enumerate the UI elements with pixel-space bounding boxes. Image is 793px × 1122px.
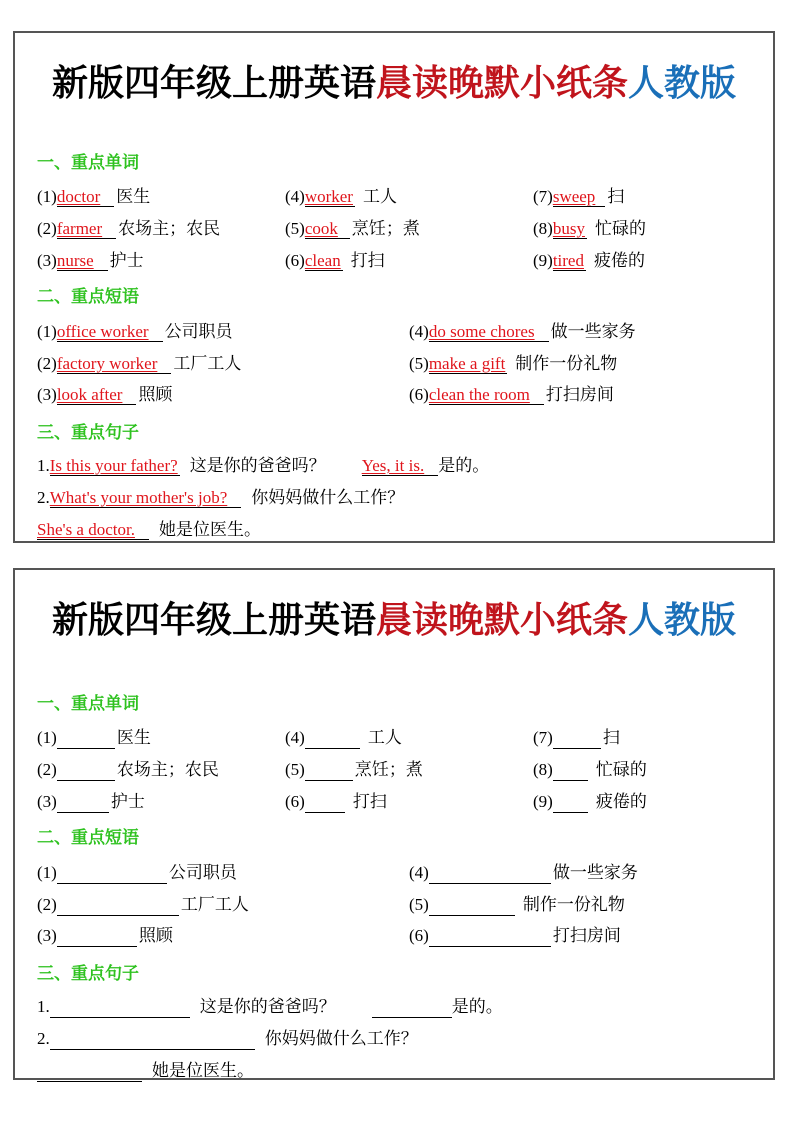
item-number: (6)	[409, 385, 429, 404]
phrase-meaning: 打扫房间	[545, 385, 614, 404]
phrase-item	[409, 321, 636, 343]
phrase-meaning: 做一些家务	[552, 863, 638, 882]
phrase-item	[409, 384, 614, 406]
word-meaning: 疲倦的	[595, 792, 647, 811]
word-item	[37, 186, 150, 208]
sentence-meaning: 是的。	[438, 456, 490, 475]
word-item	[37, 218, 220, 240]
item-number: 1.	[37, 997, 50, 1016]
answer-word: clean the room	[428, 385, 530, 404]
phrase-item	[409, 925, 621, 947]
blank-field[interactable]	[50, 1032, 255, 1050]
blank-field[interactable]	[37, 1064, 142, 1082]
item-number: (1)	[37, 728, 57, 747]
word-item	[533, 791, 647, 813]
answer-word: factory worker	[56, 354, 158, 373]
answer-text	[429, 354, 507, 374]
phrase-meaning: 照顾	[138, 926, 173, 945]
section-heading-phrases: 二、重点短语	[37, 828, 139, 847]
phrase-item	[409, 894, 625, 916]
item-number: (6)	[409, 926, 429, 945]
sentence-meaning: 她是位医生。	[158, 520, 261, 539]
answer-text	[57, 219, 116, 239]
item-number: (5)	[409, 354, 429, 373]
blank-field[interactable]	[553, 795, 588, 813]
phrase-meaning: 公司职员	[164, 322, 233, 341]
word-meaning: 忙碌的	[595, 760, 647, 779]
blank-field[interactable]	[57, 866, 167, 884]
answer-text	[305, 219, 350, 239]
section-heading-words: 一、重点单词	[37, 153, 139, 172]
answer-text	[553, 187, 605, 207]
item-number: (6)	[285, 251, 305, 270]
answer-text	[57, 322, 163, 342]
word-item	[285, 250, 385, 272]
phrase-meaning: 做一些家务	[550, 322, 636, 341]
word-item	[285, 218, 420, 240]
answer-word: doctor	[56, 187, 101, 206]
answer-card	[13, 31, 775, 543]
item-number: (2)	[37, 219, 57, 238]
phrase-meaning: 制作一份礼物	[522, 895, 625, 914]
blank-field[interactable]	[57, 898, 179, 916]
answer-word: What's your mother's job?	[49, 488, 228, 507]
answer-word: nurse	[56, 251, 94, 270]
item-number: (4)	[409, 863, 429, 882]
answer-text	[50, 488, 242, 508]
answer-word: clean	[304, 251, 341, 270]
answer-word: cook	[304, 219, 338, 238]
title-part2: 晨读晚默小纸条	[375, 63, 628, 103]
word-item	[37, 250, 144, 272]
item-number: (5)	[285, 219, 305, 238]
sentence-meaning: 你妈妈做什么工作？	[251, 488, 405, 507]
item-number: (1)	[37, 187, 57, 206]
blank-field[interactable]	[57, 731, 115, 749]
phrase-item	[37, 353, 241, 375]
word-meaning: 烹饪；煮	[351, 219, 420, 238]
word-item	[285, 759, 423, 781]
item-number: (4)	[409, 322, 429, 341]
blank-field[interactable]	[57, 929, 137, 947]
answer-text	[429, 322, 549, 342]
word-item	[533, 727, 620, 749]
item-number: (1)	[37, 863, 57, 882]
item-number: (4)	[285, 728, 305, 747]
phrase-meaning: 公司职员	[168, 863, 237, 882]
answer-text	[57, 251, 108, 271]
word-meaning: 护士	[110, 792, 145, 811]
answer-word: do some chores	[428, 322, 535, 341]
item-number: (8)	[533, 219, 553, 238]
answer-text	[362, 456, 439, 476]
phrase-meaning: 工厂工人	[173, 354, 242, 373]
answer-word: Is this your father?	[49, 456, 178, 475]
word-meaning: 打扫	[352, 792, 387, 811]
blank-field[interactable]	[429, 929, 551, 947]
word-item	[533, 218, 646, 240]
blank-field[interactable]	[553, 731, 601, 749]
item-number: (9)	[533, 792, 553, 811]
word-item	[37, 759, 219, 781]
word-item	[285, 727, 402, 749]
section-heading-phrases: 二、重点短语	[37, 287, 139, 306]
phrase-item	[37, 321, 233, 343]
answer-text	[429, 385, 544, 405]
phrase-meaning: 打扫房间	[552, 926, 621, 945]
blank-field[interactable]	[57, 795, 109, 813]
item-number: (3)	[37, 792, 57, 811]
item-number: (7)	[533, 187, 553, 206]
answer-word: Yes, it is.	[361, 456, 425, 475]
item-number: (1)	[37, 322, 57, 341]
title-part2: 晨读晚默小纸条	[375, 600, 628, 640]
answer-text	[553, 219, 587, 239]
answer-word: She's a doctor.	[37, 520, 135, 539]
word-item	[285, 791, 387, 813]
answer-word: worker	[304, 187, 353, 206]
item-number: (8)	[533, 760, 553, 779]
word-meaning: 疲倦的	[593, 251, 645, 270]
word-meaning: 工人	[362, 187, 397, 206]
answer-word: busy	[552, 219, 585, 238]
item-number: 2.	[37, 1029, 50, 1048]
phrase-item	[409, 862, 638, 884]
item-number: (2)	[37, 354, 57, 373]
item-number: (9)	[533, 251, 553, 270]
blank-field[interactable]	[305, 795, 345, 813]
word-meaning: 医生	[116, 187, 151, 206]
blank-field[interactable]	[57, 763, 115, 781]
item-number: (6)	[285, 792, 305, 811]
word-meaning: 护士	[109, 251, 144, 270]
phrase-meaning: 工厂工人	[180, 895, 249, 914]
sentence-meaning: 她是位医生。	[152, 1061, 254, 1080]
blank-field[interactable]	[553, 763, 588, 781]
item-number: (2)	[37, 895, 57, 914]
phrase-item	[37, 894, 249, 916]
answer-word: look after	[56, 385, 123, 404]
sentence-meaning: 是的。	[451, 997, 503, 1016]
blank-field[interactable]	[305, 763, 353, 781]
title-part1: 新版四年级上册英语	[51, 600, 376, 640]
word-meaning: 医生	[116, 728, 151, 747]
title-part3: 人教版	[628, 63, 737, 103]
card-title	[15, 61, 773, 105]
sentence-item	[37, 487, 404, 509]
sentence-meaning: 这是你的爸爸吗？	[199, 997, 336, 1016]
section-heading-sentences: 三、重点句子	[37, 964, 139, 983]
word-item	[37, 727, 151, 749]
sentence-item	[37, 519, 261, 541]
section-heading-sentences: 三、重点句子	[37, 423, 139, 442]
phrase-meaning: 照顾	[138, 385, 173, 404]
blank-field[interactable]	[305, 731, 360, 749]
sentence-meaning: 这是你的爸爸吗？	[189, 456, 326, 475]
item-number: (3)	[37, 251, 57, 270]
word-item	[533, 186, 624, 208]
item-number: (5)	[285, 760, 305, 779]
word-meaning: 烹饪；煮	[354, 760, 423, 779]
answer-word: farmer	[56, 219, 103, 238]
phrase-item	[409, 353, 617, 375]
item-number: (2)	[37, 760, 57, 779]
word-meaning: 打扫	[350, 251, 385, 270]
answer-word: sweep	[552, 187, 596, 206]
title-part1: 新版四年级上册英语	[51, 63, 376, 103]
word-item	[285, 186, 397, 208]
answer-word: make a gift	[428, 354, 506, 373]
item-number: 2.	[37, 488, 50, 507]
sentence-item	[37, 1060, 254, 1082]
item-number: (3)	[37, 926, 57, 945]
word-meaning: 工人	[367, 728, 402, 747]
sentence-item	[37, 455, 489, 477]
answer-text	[305, 251, 343, 271]
word-meaning: 忙碌的	[594, 219, 646, 238]
sentence-item	[37, 996, 503, 1018]
card-title	[15, 598, 773, 642]
blank-field[interactable]	[372, 1000, 452, 1018]
practice-card	[13, 568, 775, 1080]
item-number: (5)	[409, 895, 429, 914]
phrase-item	[37, 862, 237, 884]
blank-field[interactable]	[429, 898, 515, 916]
phrase-item	[37, 384, 172, 406]
blank-field[interactable]	[50, 1000, 190, 1018]
answer-text	[553, 251, 586, 271]
word-meaning: 扫	[602, 728, 620, 747]
blank-field[interactable]	[429, 866, 551, 884]
word-item	[37, 791, 145, 813]
answer-text	[57, 385, 137, 405]
item-number: (7)	[533, 728, 553, 747]
word-meaning: 农场主；农民	[118, 219, 221, 238]
item-number: 1.	[37, 456, 50, 475]
word-item	[533, 250, 645, 272]
item-number: (4)	[285, 187, 305, 206]
answer-text	[50, 456, 180, 476]
word-meaning: 农场主；农民	[116, 760, 219, 779]
answer-word: tired	[552, 251, 584, 270]
title-part3: 人教版	[628, 600, 737, 640]
word-meaning: 扫	[607, 187, 625, 206]
item-number: (3)	[37, 385, 57, 404]
answer-text	[57, 354, 172, 374]
answer-text	[305, 187, 355, 207]
section-heading-words: 一、重点单词	[37, 694, 139, 713]
phrase-item	[37, 925, 173, 947]
answer-text	[37, 520, 149, 540]
phrase-meaning: 制作一份礼物	[515, 354, 618, 373]
word-item	[533, 759, 647, 781]
sentence-item	[37, 1028, 418, 1050]
sentence-meaning: 你妈妈做什么工作？	[264, 1029, 418, 1048]
answer-word: office worker	[56, 322, 149, 341]
answer-text	[57, 187, 114, 207]
